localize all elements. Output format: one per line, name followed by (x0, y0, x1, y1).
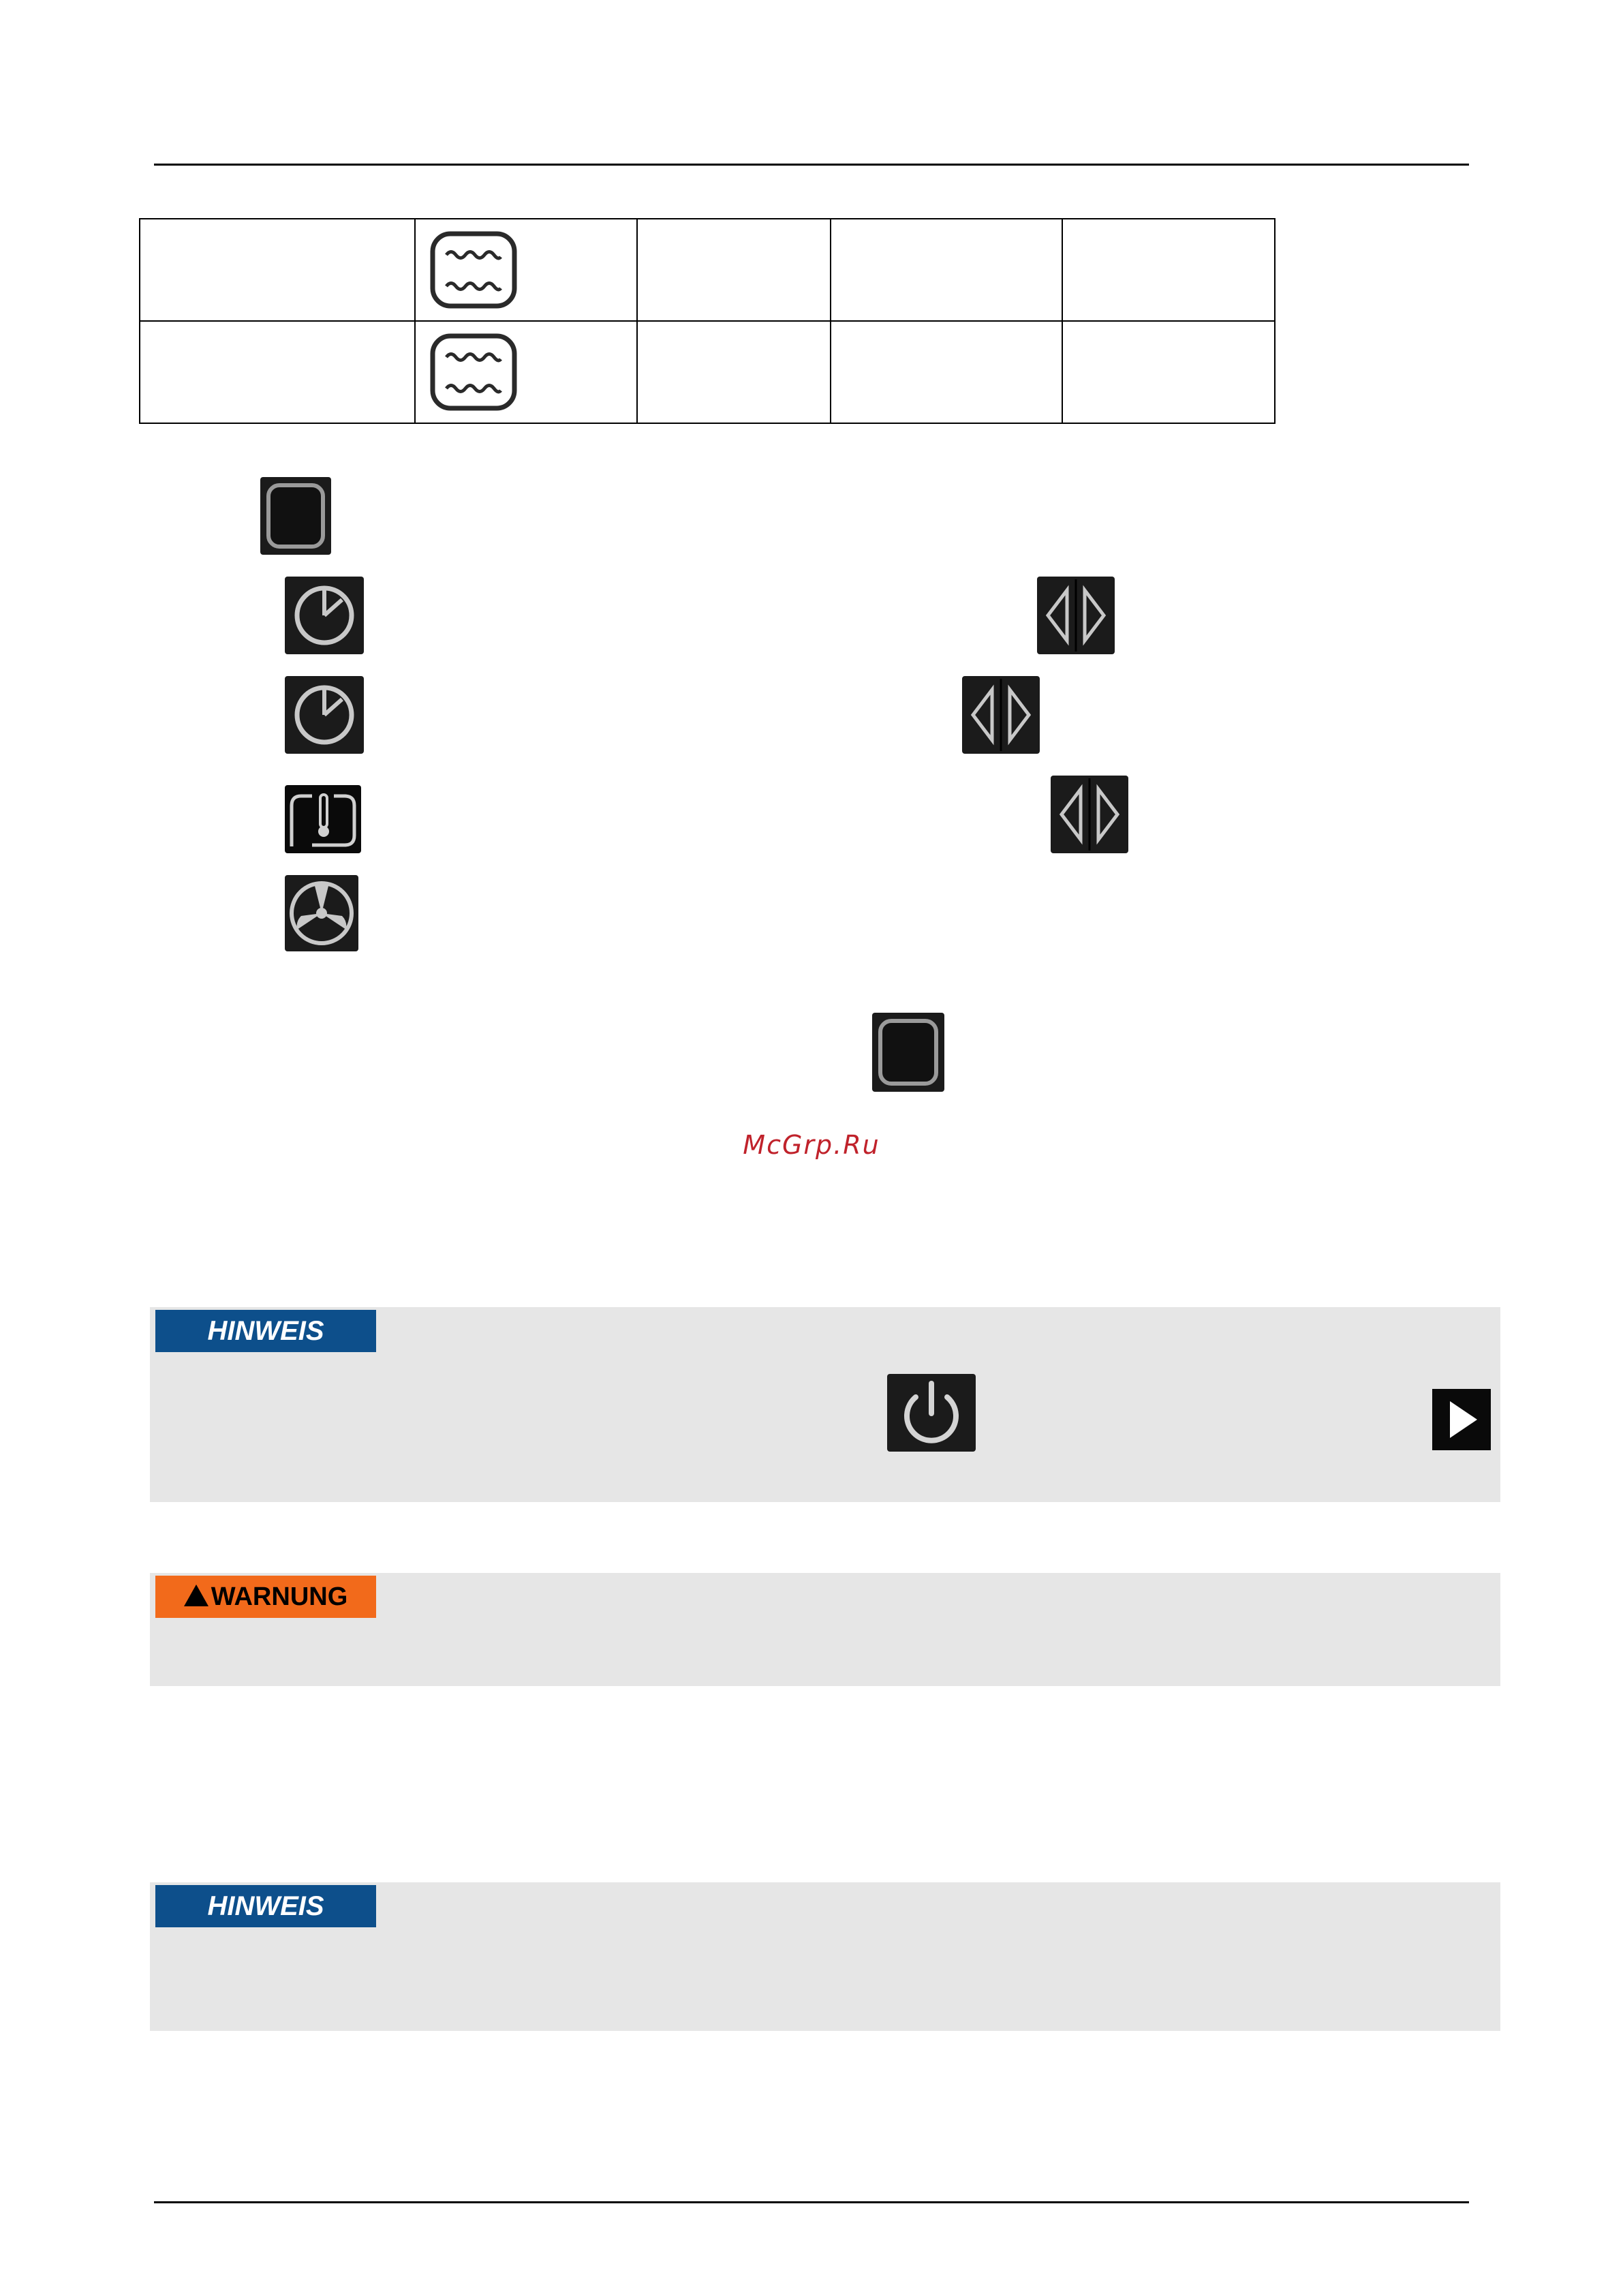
grill-heating-icon (429, 333, 518, 412)
table-row (140, 219, 1275, 321)
fan-icon (285, 875, 358, 951)
watermark: McGrp.Ru (743, 1130, 880, 1160)
square-button-icon (260, 477, 331, 555)
power-icon (887, 1374, 976, 1452)
left-right-arrows-icon (1051, 776, 1128, 853)
square-button-icon (872, 1013, 944, 1092)
temperature-icon (285, 785, 361, 853)
timer-clock-icon (285, 577, 364, 654)
grill-heating-icon (429, 230, 518, 309)
hinweis-tag: HINWEIS (155, 1885, 376, 1927)
play-icon (1432, 1389, 1491, 1450)
table-row (140, 321, 1275, 423)
top-rule (154, 164, 1469, 166)
left-right-arrows-icon (1037, 577, 1115, 654)
warnung-tag: WARNUNG (155, 1576, 376, 1618)
warnung-notice (150, 1573, 1500, 1686)
hinweis-notice (150, 1882, 1500, 2031)
left-right-arrows-icon (962, 676, 1040, 754)
timer-clock-icon (285, 676, 364, 754)
hinweis-notice (150, 1307, 1500, 1502)
modes-table (139, 218, 1276, 424)
bottom-rule (154, 2201, 1469, 2203)
warning-triangle-icon (184, 1585, 208, 1606)
hinweis-tag: HINWEIS (155, 1310, 376, 1352)
